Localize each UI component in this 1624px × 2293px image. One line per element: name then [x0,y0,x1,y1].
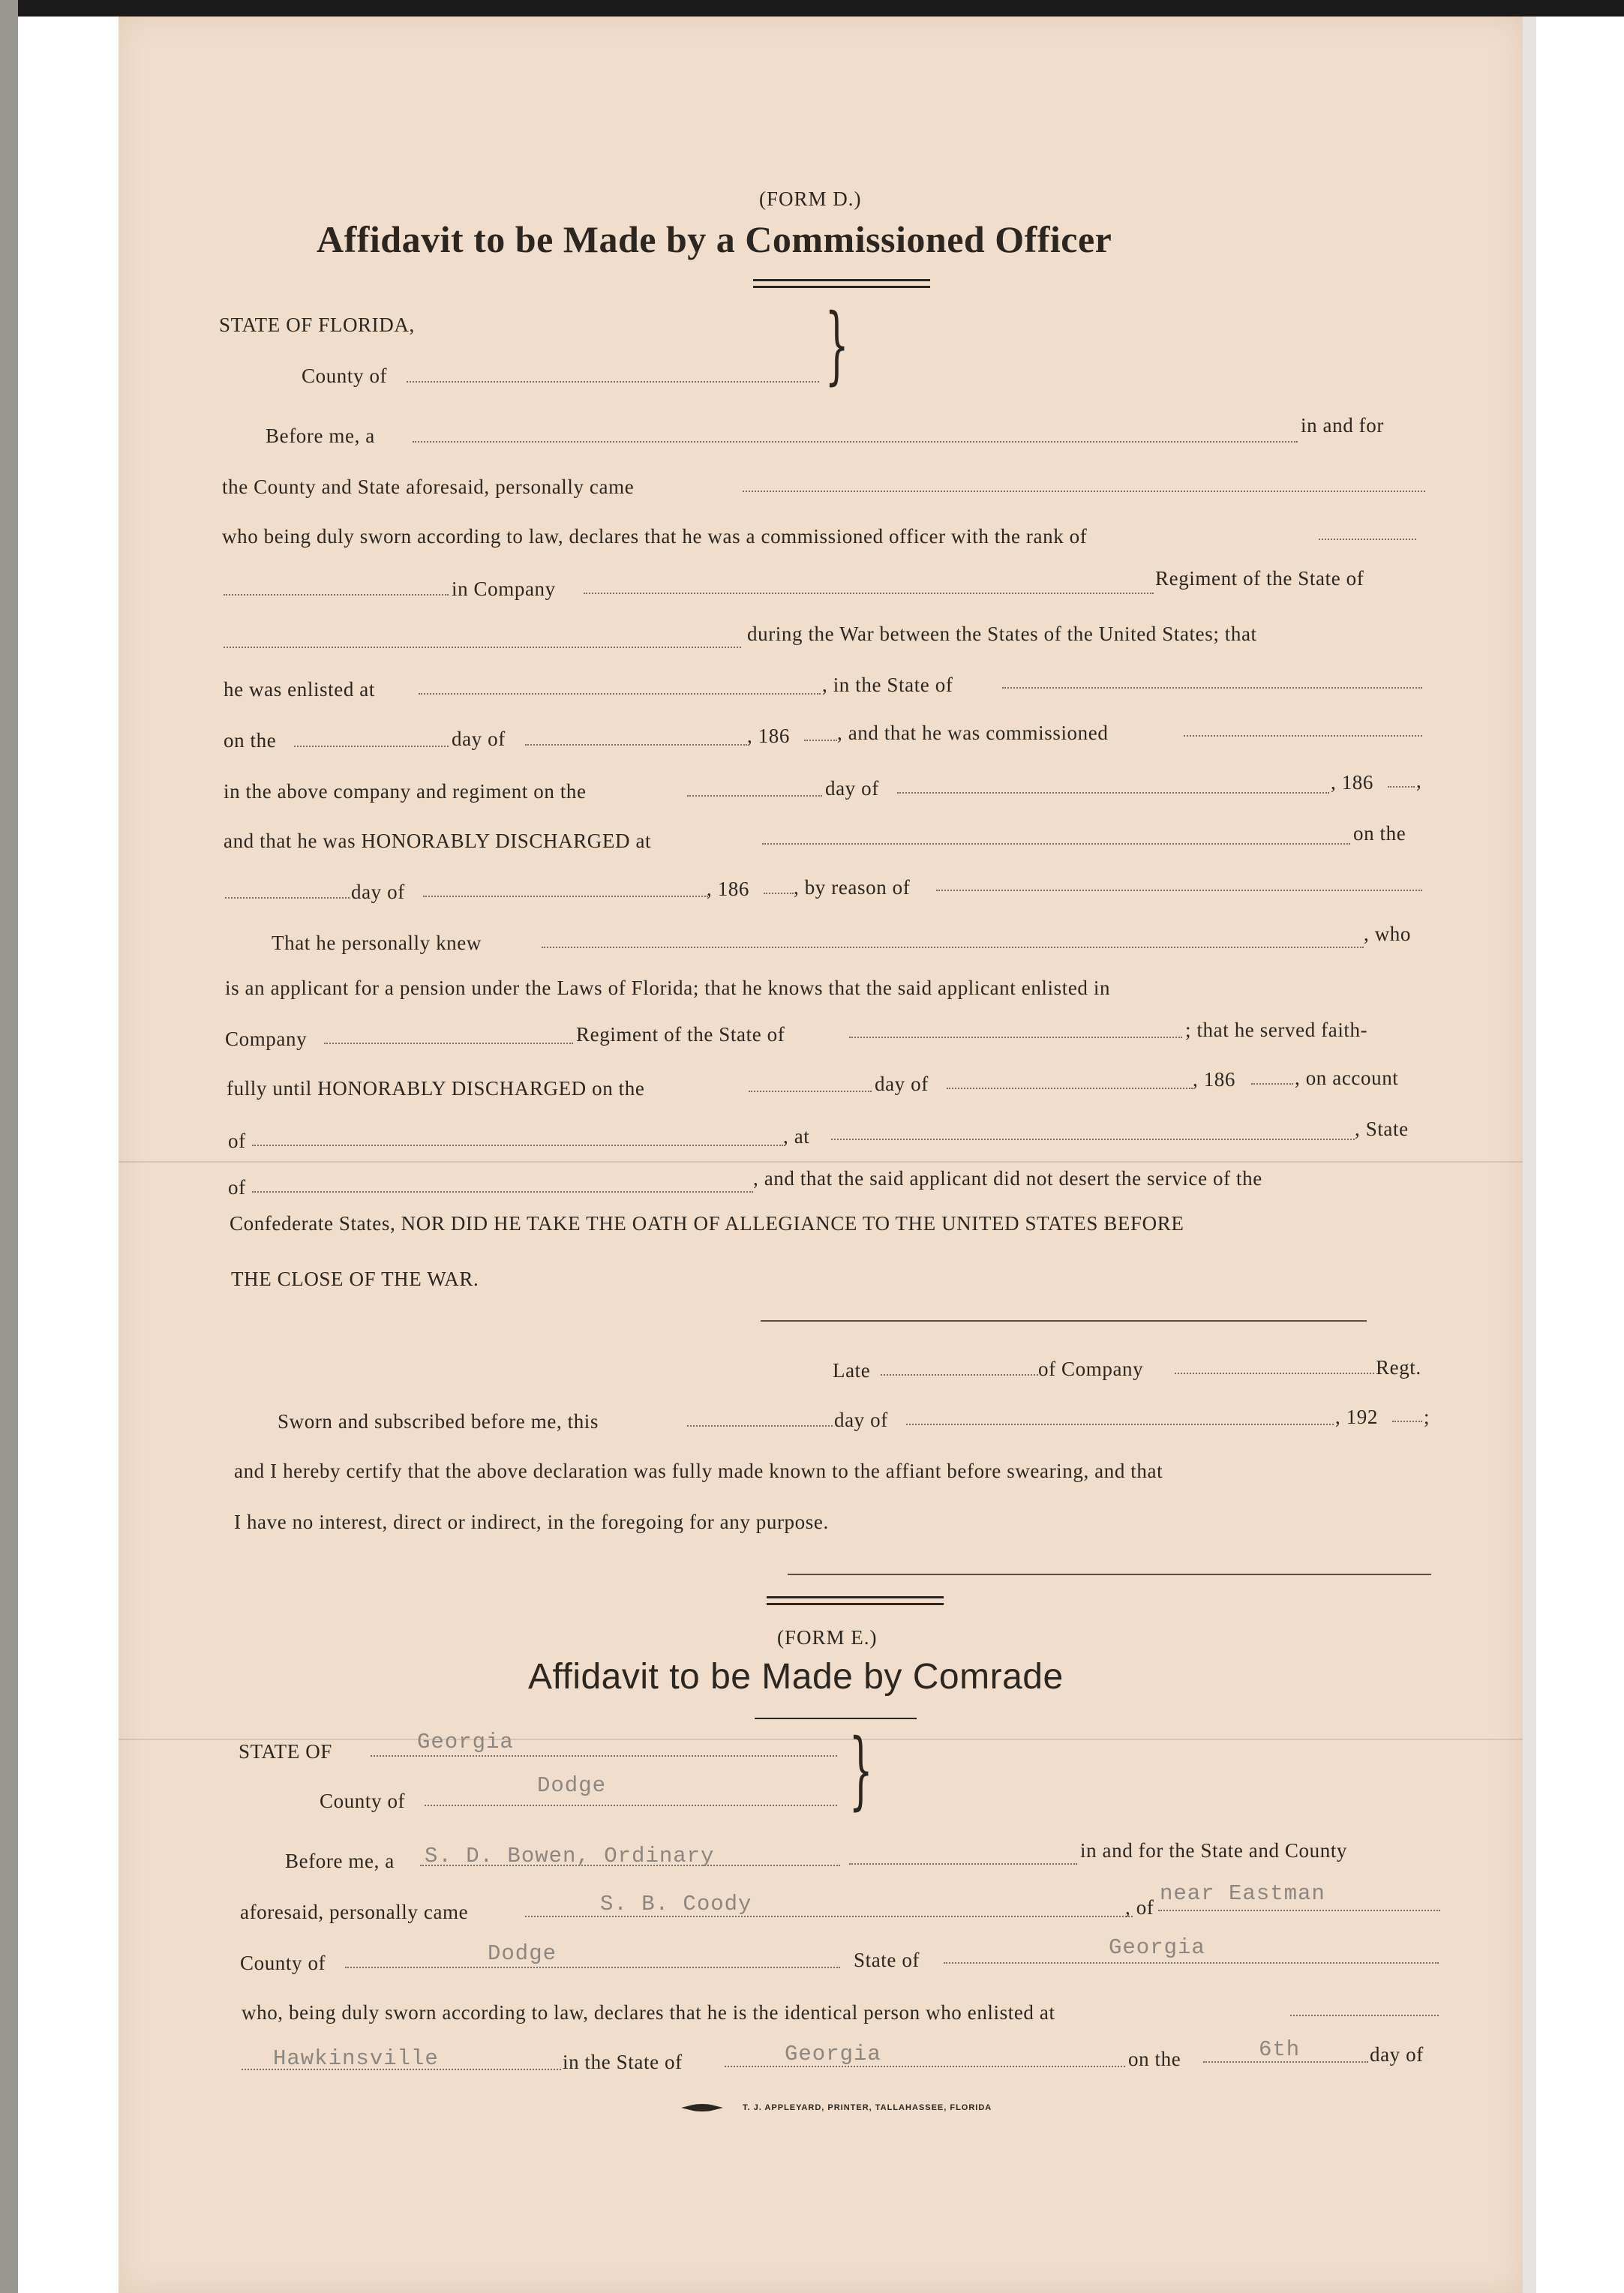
handwritten-official: S. D. Bowen, Ordinary [425,1844,715,1868]
brace: } [824,296,849,394]
blank-line [419,693,821,695]
signature-line [788,1574,1431,1575]
text-line: who being duly sworn according to law, declares that he was a commissioned officer with the rank of [222,525,1088,548]
blank-line [897,792,1329,794]
text-line: , who [1364,923,1411,945]
title-double-rule [753,286,930,288]
brace: } [848,1721,873,1819]
scan-top-border [0,0,1624,17]
handwritten-residence: near Eastman [1160,1881,1325,1906]
blank-line [749,1091,872,1092]
text-line: who, being duly sworn according to law, declares that he is the identical person who enlisted at [242,2001,1055,2024]
text-line: Regt. [1376,1356,1421,1379]
text-line: Company [225,1028,308,1050]
text-line: Confederate States, NOR DID HE TAKE THE OATH OF ALLEGIANCE TO THE UNITED STATES BEFORE [230,1212,1184,1235]
county-of-label: County of [302,365,388,387]
text-line: day of [875,1073,929,1095]
handwritten-comrade: S. B. Coody [600,1892,752,1916]
text-line: Sworn and subscribed before me, this [278,1410,599,1433]
blank-line [849,1037,1182,1038]
text-line: , in the State of [822,674,953,696]
blank-line [224,647,741,648]
blank-line [743,491,1425,492]
text-line: , of [1125,1896,1154,1919]
text-line: , 186 [1193,1068,1235,1091]
text-line: That he personally knew [272,932,482,954]
text-line: of Company [1038,1358,1144,1380]
text-line: in Company [452,578,556,600]
blank-line [423,896,708,897]
state-of-florida: STATE OF FLORIDA, [219,314,415,336]
text-line: , on account [1295,1067,1399,1089]
blank-line [947,1088,1193,1089]
text-line: Before me, a [285,1850,395,1872]
blank-line [804,740,837,741]
state-of-label: STATE OF [239,1740,332,1763]
text-line: THE CLOSE OF THE WAR. [231,1268,479,1290]
text-line: , by reason of [794,876,911,899]
text-line: aforesaid, personally came [240,1901,469,1923]
blank-line [1184,735,1422,737]
handwritten-state: Georgia [1109,1935,1205,1960]
county-blank [407,381,819,383]
blank-line [542,947,1364,948]
text-line: day of [1370,2043,1424,2066]
title-double-rule [753,279,930,281]
blank-line [1158,1910,1440,1911]
text-line: , and that he was commissioned [837,722,1109,744]
text-line: and I hereby certify that the above declaration was fully made known to the affiant before swearing, and that [234,1460,1163,1482]
text-line: in the above company and regiment on the [224,780,587,803]
text-line: on the [1128,2048,1181,2070]
text-line: in and for [1301,414,1384,437]
text-line: of [228,1130,246,1152]
blank-line [324,1043,573,1044]
text-line: the County and State aforesaid, personally came [222,476,635,498]
handwritten-county: Dodge [488,1941,557,1966]
blank-line [764,893,794,894]
document-sheet [119,17,1523,2293]
blank-line [936,890,1422,891]
blank-line [1392,1421,1422,1422]
form-d-title: Affidavit to be Made by a Commissioned Officer [317,218,1112,260]
text-line: on the [1353,822,1406,845]
blank-line [294,746,449,747]
text-line: during the War between the States of the United States; that [747,623,1257,645]
blank-line [525,744,747,746]
text-line: Regiment of the State of [1155,567,1364,590]
text-line: I have no interest, direct or indirect, in the foregoing for any purpose. [234,1511,829,1533]
blank-line [252,1191,753,1193]
text-line: , 186 [1331,771,1373,794]
form-e-title: Affidavit to be Made by Comrade [528,1657,1064,1697]
blank-line [1319,539,1416,540]
text-line: , at [783,1125,810,1148]
blank-line [1251,1083,1293,1085]
section-double-rule [767,1596,944,1598]
text-line: State of [854,1949,920,1971]
county-of-label: County of [320,1790,406,1812]
text-line: fully until HONORABLY DISCHARGED on the [227,1077,645,1100]
text-line: and that he was HONORABLY DISCHARGED at [224,830,652,852]
blank-line [762,843,1350,845]
blank-line [687,1425,833,1427]
text-line: in and for the State and County [1080,1839,1348,1862]
text-line: ; that he served faith- [1185,1019,1368,1041]
text-line: , and that the said applicant did not desert the service of the [753,1167,1262,1190]
printer-imprint: T. J. APPLEYARD, PRINTER, TALLAHASSEE, FLORIDA [743,2103,992,2112]
text-line: of [228,1176,246,1199]
signature-line [761,1320,1367,1322]
blank-line [252,1145,783,1146]
blank-line [225,897,350,899]
blank-line [1388,786,1415,788]
blank-line [831,1139,1355,1140]
blank-line [584,593,1154,594]
text-line: on the [224,729,277,752]
handwritten-enlist-place: Hawkinsville [273,2046,439,2071]
blank-line [881,1374,1038,1376]
handwritten-state: Georgia [417,1730,514,1754]
text-line: , 186 [747,725,790,747]
text-line: Before me, a [266,425,375,447]
text-line: is an applicant for a pension under the Laws of Florida; that he knows that the said applicant enlisted in [225,977,1111,999]
fold-crease [119,1161,1523,1163]
text-line: , State [1355,1118,1409,1140]
blank-line [224,594,449,596]
blank-line [345,1967,840,1968]
scan-left-border [0,0,18,2293]
text-line: day of [351,881,405,903]
handwritten-county: Dodge [537,1773,607,1798]
form-e-label: (FORM E.) [777,1626,878,1649]
text-line: , 192 [1335,1406,1378,1428]
blank-line [1175,1373,1374,1374]
text-line: County of [240,1952,326,1974]
text-line: , [1416,770,1422,792]
text-line: Late [833,1359,871,1382]
form-d-label: (FORM D.) [759,188,862,210]
blank-line [687,795,822,797]
text-line: day of [825,777,879,800]
handwritten-day: 6th [1259,2037,1301,2062]
text-line: day of [834,1409,888,1431]
text-line: , 186 [707,878,749,900]
text-line: Regiment of the State of [576,1023,785,1046]
title-rule [755,1718,917,1719]
blank-line [906,1424,1334,1425]
text-line: in the State of [563,2051,683,2073]
handwritten-enlist-state: Georgia [785,2042,881,2066]
blank-line [1290,2015,1439,2016]
blank-line [1002,687,1422,689]
section-double-rule [767,1603,944,1605]
blank-line [413,441,1298,443]
blank-line [425,1805,837,1806]
blank-line [371,1755,837,1757]
blank-line [944,1962,1439,1964]
blank-line [849,1863,1077,1865]
text-line: ; [1424,1406,1430,1428]
printer-ornament-icon [680,2102,725,2113]
text-line: day of [452,728,506,750]
text-line: he was enlisted at [224,678,375,701]
sheet-edge [1523,17,1536,2293]
